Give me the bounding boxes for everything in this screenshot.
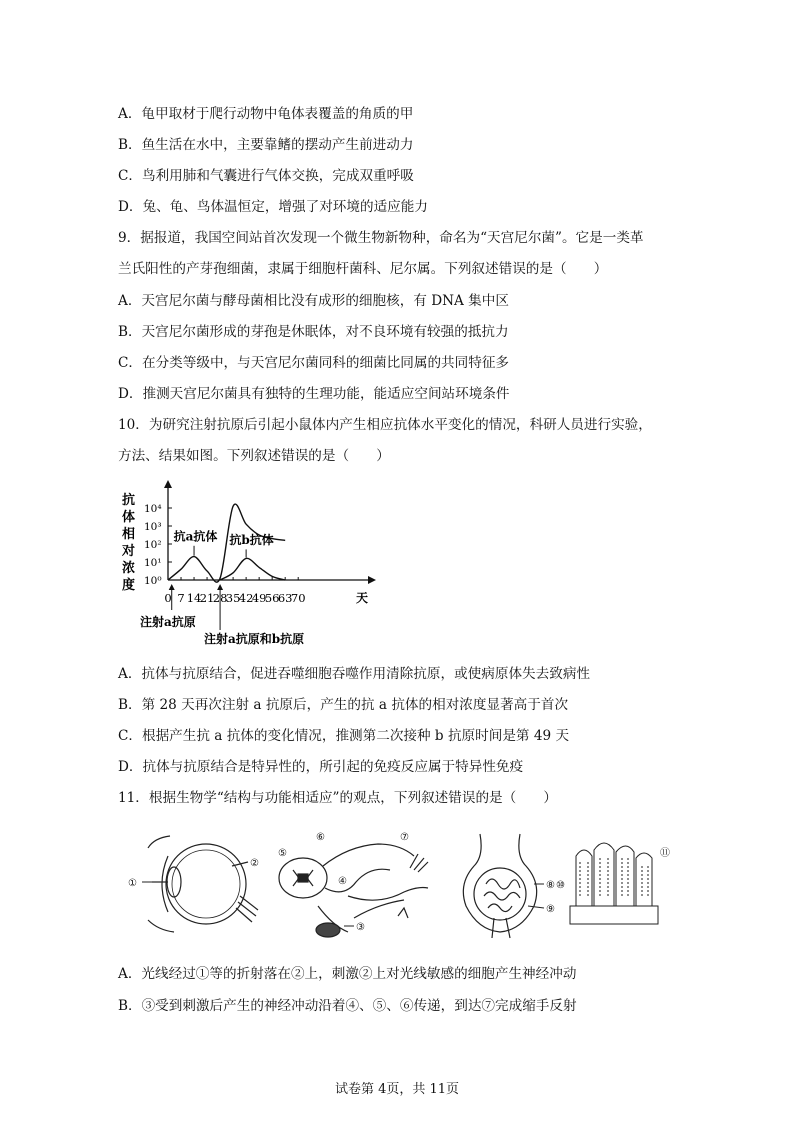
q9-stem-line-2: 兰氏阳性的产芽孢细菌，隶属于细胞杆菌科、尼尔属。下列叙述错误的是（ ） (118, 261, 608, 277)
y-tick-label: 10³ (144, 521, 162, 533)
series-label-anti-a: 抗a抗体 (173, 529, 218, 544)
x-tick-label: 35 (225, 591, 241, 605)
y-tick-label: 10⁴ (144, 503, 162, 515)
x-tick-label: 49 (251, 591, 267, 605)
y-axis-label-char: 对 (122, 544, 136, 559)
q10-stem-line-2: 方法、结果如图。下列叙述错误的是（ ） (118, 448, 390, 464)
x-tick-label: 28 (212, 591, 228, 605)
y-tick-label: 10⁰ (144, 575, 162, 587)
x-tick-label: 63 (277, 591, 293, 605)
antibody-chart (118, 478, 388, 648)
biology-structures-figure (118, 826, 678, 944)
label-6: ⑥ (316, 832, 325, 843)
q9-stem-line-1: 9．据报道，我国空间站首次发现一个微生物新物种，命名为“天宫尼尔菌”。它是一类革 (118, 230, 644, 246)
label-1: ① (128, 878, 137, 889)
annotation-inject-a: 注射a抗原 (140, 615, 196, 629)
q10-option-b: B．第 28 天再次注射 a 抗原后，产生的抗 a 抗体的相对浓度显著高于首次 (118, 697, 569, 713)
chart-ylabel-group (121, 492, 135, 593)
label-3: ③ (356, 922, 365, 933)
label-5: ⑤ (278, 848, 287, 859)
series-line-anti-b (220, 558, 285, 580)
y-axis-label-char: 度 (122, 578, 136, 593)
y-tick-label: 10¹ (144, 557, 162, 569)
x-tick-label: 14 (186, 591, 202, 605)
label-7: ⑦ (400, 832, 409, 843)
q8-option-d: D．兔、龟、鸟体温恒定，增强了对环境的适应能力 (118, 199, 428, 215)
x-tick-label: 21 (199, 591, 215, 605)
label-4: ④ (338, 876, 347, 887)
x-tick-label: 56 (264, 591, 280, 605)
injection-arrowhead-a-icon (169, 584, 175, 590)
x-tick-label: 7 (177, 591, 185, 605)
q9-option-b: B．天宫尼尔菌形成的芽孢是休眠体，对不良环境有较强的抵抗力 (118, 324, 509, 340)
label-8: ⑧ (546, 880, 555, 891)
y-axis-arrow-icon (164, 480, 172, 488)
page-footer: 试卷第 4页，共 11页 (334, 1082, 460, 1097)
y-axis-label-char: 体 (122, 510, 136, 525)
q10-stem-line-1: 10．为研究注射抗原后引起小鼠体内产生相应抗体水平变化的情况，科研人员进行实验， (118, 417, 652, 433)
intestine-villi-diagram (570, 843, 658, 924)
label-10: ⑩ (556, 880, 565, 891)
q10-option-a: A．抗体与抗原结合，促进吞噬细胞吞噬作用清除抗原，或使病原体失去致病性 (118, 666, 591, 682)
q9-option-c: C．在分类等级中，与天宫尼尔菌同科的细菌比同属的共同特征多 (118, 355, 510, 371)
q11-option-a: A．光线经过①等的折射落在②上，刺激②上对光线敏感的细胞产生神经冲动 (118, 966, 577, 982)
q9-option-a: A．天宫尼尔菌与酵母菌相比没有成形的细胞核，有 DNA 集中区 (118, 293, 509, 309)
nephron-diagram (463, 834, 536, 938)
q10-option-d: D．抗体与抗原结合是特异性的，所引起的免疫反应属于特异性免疫 (118, 759, 524, 775)
reflex-arc-diagram (279, 844, 428, 937)
q8-option-a: A．龟甲取材于爬行动物中龟体表覆盖的角质的甲 (118, 106, 414, 122)
y-axis-label-char: 浓 (122, 561, 136, 576)
y-axis-label-char: 相 (122, 527, 136, 542)
label-2: ② (250, 858, 259, 869)
label-11: ⑪ (660, 848, 670, 859)
q9-option-d: D．推测天宫尼尔菌具有独特的生理功能，能适应空间站环境条件 (118, 386, 510, 402)
x-tick-label: 0 (164, 591, 172, 605)
injection-arrowhead-ab-icon (217, 584, 223, 590)
series-label-anti-b: 抗b抗体 (229, 533, 274, 547)
q8-option-c: C．鸟利用肺和气囊进行气体交换，完成双重呼吸 (118, 168, 414, 184)
q8-option-b: B．鱼生活在水中，主要靠鳍的摆动产生前进动力 (118, 137, 414, 153)
x-tick-label: 70 (290, 591, 306, 605)
eye-diagram (148, 836, 258, 932)
y-tick-label: 10² (144, 539, 162, 551)
y-axis-label-char: 抗 (122, 493, 136, 508)
q10-option-c: C．根据产生抗 a 抗体的变化情况，推测第二次接种 b 抗原时间是第 49 天 (118, 728, 570, 744)
label-9: ⑨ (546, 904, 555, 915)
q11-stem: 11．根据生物学“结构与功能相适应”的观点，下列叙述错误的是（ ） (118, 790, 558, 806)
q11-option-b: B．③受到刺激后产生的神经冲动沿着④、⑤、⑥传递，到达⑦完成缩手反射 (118, 998, 577, 1014)
annotation-inject-ab: 注射a抗原和b抗原 (204, 632, 305, 646)
x-axis-unit: 天 (356, 591, 369, 605)
x-tick-label: 42 (238, 591, 254, 605)
x-axis-arrow-icon (368, 576, 376, 584)
